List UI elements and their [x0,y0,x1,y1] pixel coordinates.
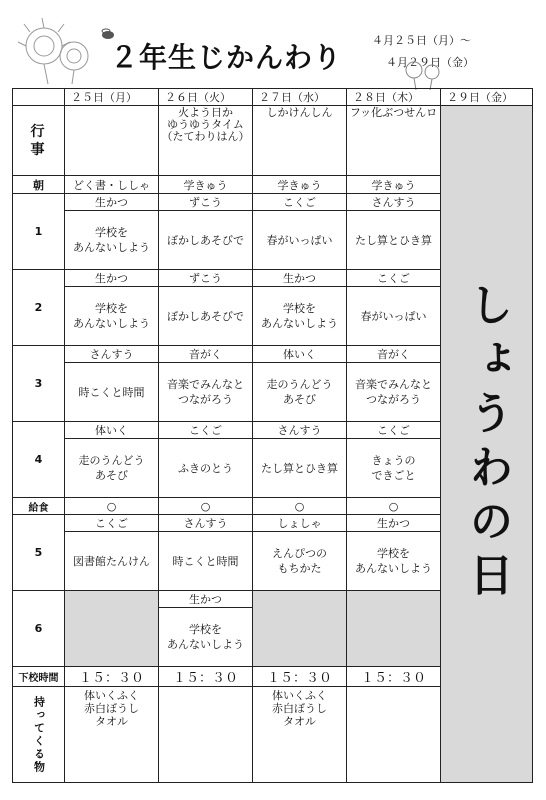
p1-thu [347,194,441,270]
day-mon: ２５日（月） [65,89,159,106]
row-label-motteku: 持ってくる物 [13,687,65,783]
p6-wed [253,591,347,667]
p4-mon [65,422,159,498]
p5-tue-content: 時こくと時間 [172,554,239,568]
p5-thu [347,515,441,591]
gyoji-row [13,106,533,176]
p3-tue [159,346,253,422]
p2-tue-content: ぼかしあそびで [167,309,244,323]
day-wed: ２７日（水） [253,89,347,106]
p3-wed-content: 走のうんどう あそび [266,378,333,406]
p4-wed-content: たし算とひき算 [261,461,338,475]
kyushoku-mon: ○ [65,498,159,515]
asa-wed: 学きゅう [253,176,347,194]
p2-tue [159,270,253,346]
p1-thu-subject: さんすう [347,194,440,211]
p5-wed-content: えんぴつの もちかた [272,547,327,575]
p3-thu [347,346,441,422]
p5-thu-subject: 生かつ [347,515,440,532]
p2-wed-content: 学校を あんないしよう [261,302,338,330]
p3-mon-content: 時こくと時間 [78,385,145,399]
gyoji-mon [65,106,159,176]
p1-tue-content: ぼかしあそびで [167,233,244,247]
p1-wed-content: 春がいっぱい [266,233,333,247]
row-label-p3: 3 [13,346,65,422]
p4-thu-content: きょうの できごと [371,454,416,482]
p5-tue-subject: さんすう [159,515,252,532]
p3-tue-subject: 音がく [159,346,252,363]
p6-mon [65,591,159,667]
kyushoku-wed: ○ [253,498,347,515]
motteku-wed: 体いくふく 赤白ぼうし タオル [253,687,347,783]
p5-wed [253,515,347,591]
p3-mon-subject: さんすう [65,346,158,363]
timetable [12,88,533,783]
gekou-wed: １５：３０ [253,667,347,687]
p5-mon-subject: こくご [65,515,158,532]
p3-mon [65,346,159,422]
p6-tue-content: 学校を あんないしよう [167,623,244,651]
date-from: ４月２５日（月）～ [372,34,471,47]
motteku-thu [347,687,441,783]
row-label-p1: 1 [13,194,65,270]
p4-tue-content: ふきのとう [178,461,233,475]
p2-thu-content: 春がいっぱい [360,309,427,323]
p2-mon [65,270,159,346]
motteku-mon: 体いくふく 赤白ぼうし タオル [65,687,159,783]
flower-illustration-icon [16,16,96,86]
p3-wed [253,346,347,422]
asa-mon: どく書・ししゃ [65,176,159,194]
row-label-asa: 朝 [13,176,65,194]
p5-tue [159,515,253,591]
p3-thu-subject: 音がく [347,346,440,363]
p3-wed-subject: 体いく [253,346,346,363]
holiday-cell [441,106,533,783]
p6-tue-subject: 生かつ [159,591,252,608]
p4-wed-subject: さんすう [253,422,346,439]
dandelion-icon [402,60,446,90]
p3-tue-content: 音楽でみんなと つながろう [167,378,244,406]
p4-mon-subject: 体いく [65,422,158,439]
row-label-p6: 6 [13,591,65,667]
p4-tue-subject: こくご [159,422,252,439]
p4-thu-subject: こくご [347,422,440,439]
p1-mon [65,194,159,270]
holiday-label: しょうわの日 [461,282,513,606]
day-fri: ２９日（金） [441,89,533,106]
header [12,14,536,86]
p5-thu-content: 学校を あんないしよう [355,547,432,575]
p2-thu-subject: こくご [347,270,440,287]
corner-cell [13,89,65,106]
p2-mon-subject: 生かつ [65,270,158,287]
p5-mon [65,515,159,591]
p1-tue [159,194,253,270]
p4-thu [347,422,441,498]
p4-tue [159,422,253,498]
p2-wed [253,270,347,346]
p4-mon-content: 走のうんどう あそび [78,454,145,482]
page-title: ２年生じかんわり [110,41,343,74]
p6-tue [159,591,253,667]
p5-wed-subject: しょしゃ [253,515,346,532]
date-to: ４月２９日（金） [386,56,474,69]
asa-tue: 学きゅう [159,176,253,194]
day-tue: ２６日（火） [159,89,253,106]
p5-mon-content: 図書館たんけん [73,554,150,568]
p1-mon-content: 学校を あんないしよう [73,226,150,254]
gekou-thu: １５：３０ [347,667,441,687]
row-label-kyushoku: 給食 [13,498,65,515]
p1-thu-content: たし算とひき算 [355,233,432,247]
kyushoku-tue: ○ [159,498,253,515]
row-label-gyoji: 行事 [13,106,65,176]
day-thu: ２８日（木） [347,89,441,106]
day-header-row [13,89,533,106]
asa-thu: 学きゅう [347,176,441,194]
p3-thu-content: 音楽でみんなと つながろう [355,378,432,406]
row-label-p4: 4 [13,422,65,498]
p4-wed [253,422,347,498]
p1-mon-subject: 生かつ [65,194,158,211]
gekou-tue: １５：３０ [159,667,253,687]
row-label-p5: 5 [13,515,65,591]
p2-mon-content: 学校を あんないしよう [73,302,150,330]
gyoji-tue: 火よう日か ゆうゆうタイム （たてわりはん） [159,106,253,176]
gyoji-wed: しかけんしん [253,106,347,176]
p2-wed-subject: 生かつ [253,270,346,287]
kyushoku-thu: ○ [347,498,441,515]
motteku-tue [159,687,253,783]
row-label-gekou: 下校時間 [13,667,65,687]
p1-wed-subject: こくご [253,194,346,211]
row-label-p2: 2 [13,270,65,346]
p1-tue-subject: ずこう [159,194,252,211]
gekou-mon: １５：３０ [65,667,159,687]
gyoji-thu: フッ化ぶつせんロ [347,106,441,176]
p6-thu [347,591,441,667]
p1-wed [253,194,347,270]
p2-tue-subject: ずこう [159,270,252,287]
p2-thu [347,270,441,346]
